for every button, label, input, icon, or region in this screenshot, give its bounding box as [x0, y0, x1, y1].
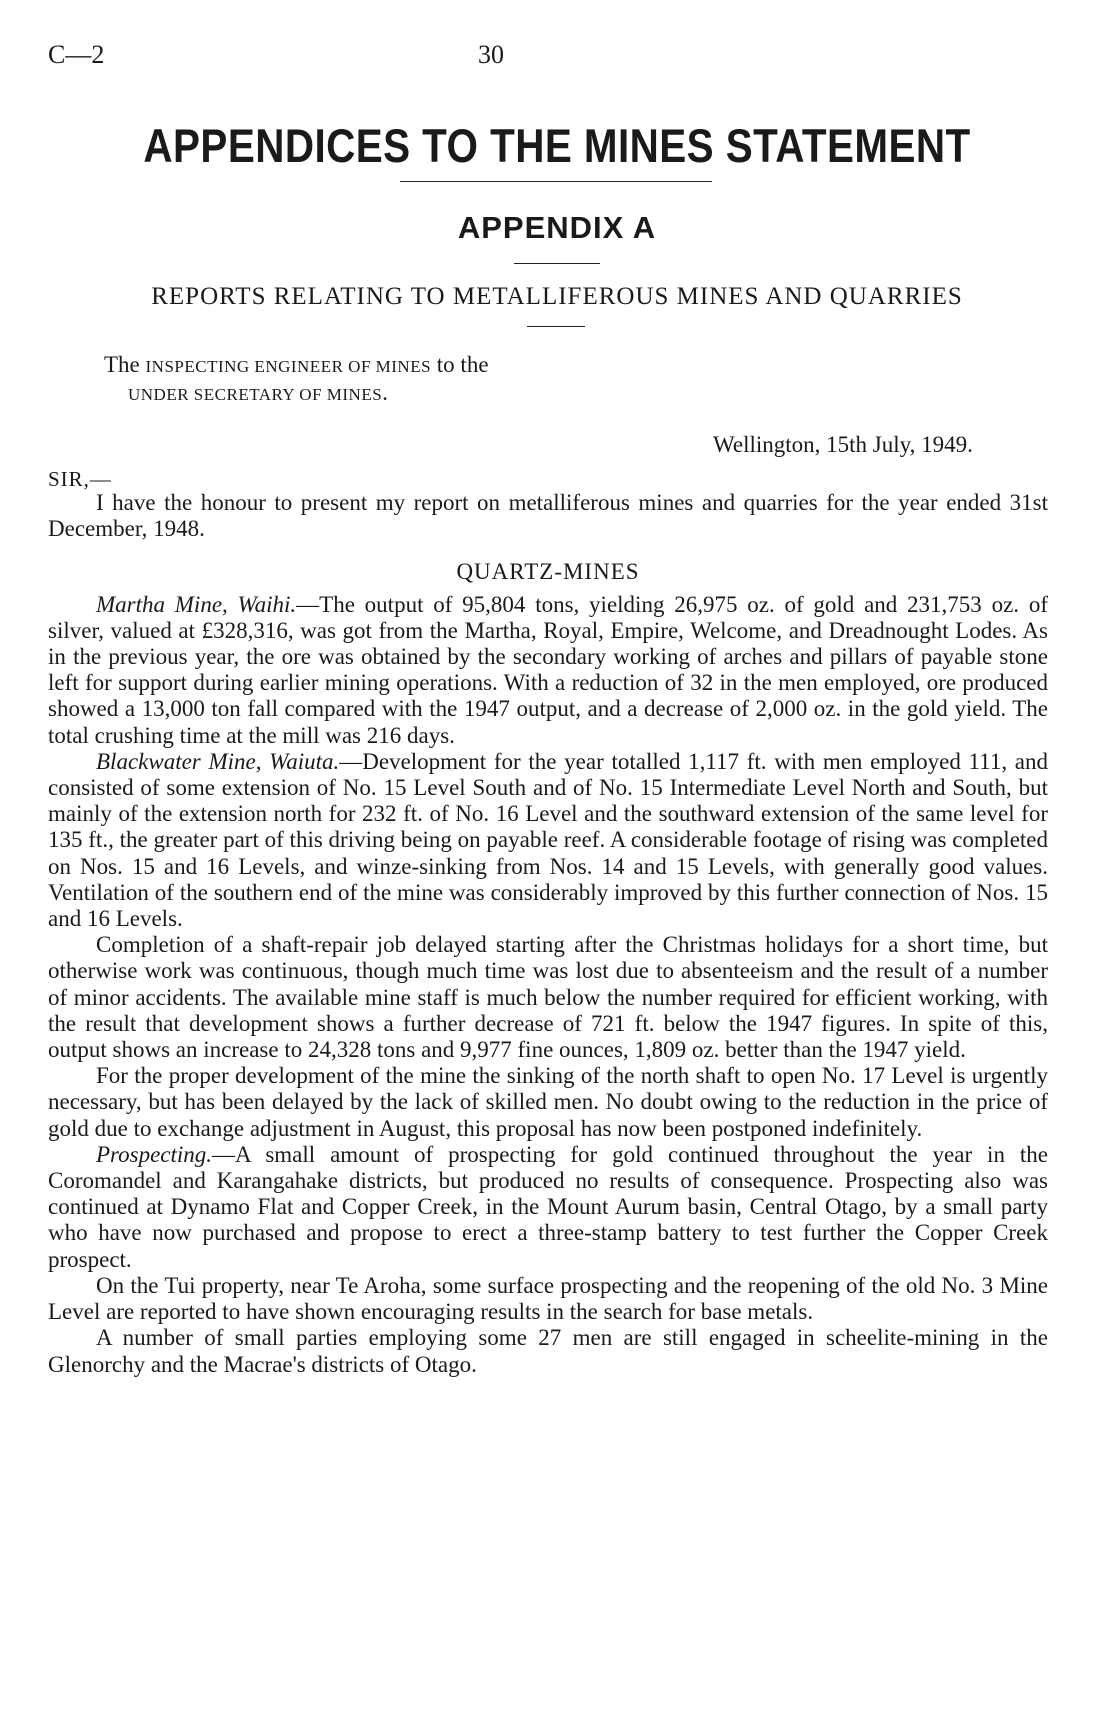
reports-heading: REPORTS RELATING TO METALLIFEROUS MINES AND QUARRIES	[151, 283, 963, 310]
letter-date: Wellington, 15th July, 1949.	[713, 432, 973, 457]
blackwater-paragraph	[48, 749, 1048, 932]
section-heading: QUARTZ-MINES	[456, 559, 640, 585]
martha-heading: Martha Mine, Waihi.	[96, 591, 297, 617]
martha-text: —The output of 95,804 tons, yielding 26,975 oz. of gold and 231,753 oz. of silver, valued at £328,316, was got from the Martha, Royal, Empire, Welcome, and Dreadnought Lodes. As in the previous year, the ore was obtained by the secondary working of arches and pillars of payable stone left for support during earlier mining operations. With a reduction of 32 in the men employed, ore produced showed a 13,000 ton fall compared with the 1947 output, and a decrease of 2,000 oz. in the gold yield. The total crushing time at the mill was 216 days.	[48, 591, 1048, 748]
tui-paragraph: On the Tui property, near Te Aroha, some surface prospecting and the reopening of the old No. 3 Mine Level are reported to have shown encouraging results in the search for base metals.	[48, 1272, 1048, 1325]
salutation: SIR,—	[48, 467, 112, 491]
prospecting-heading: Prospecting.	[96, 1141, 213, 1167]
report-body	[48, 490, 1048, 1378]
intro-paragraph: I have the honour to present my report on metalliferous mines and quarries for the year ended 31st December, 1948.	[48, 490, 1048, 542]
document-code: C—2	[48, 40, 105, 69]
title-divider	[400, 181, 712, 182]
main-title: APPENDICES TO THE MINES STATEMENT	[143, 119, 971, 172]
address-line-2	[128, 380, 388, 406]
appendix-divider	[514, 263, 600, 264]
address-line-1	[104, 352, 489, 378]
blackwater-heading: Blackwater Mine, Waiuta.	[96, 748, 340, 774]
blackwater-text: —Development for the year totalled 1,117 ft. with men employed 111, and consisted of some extension of No. 15 Level South and of No. 15 Intermediate Level North and South, but mainly of the extension north for 232 ft. of No. 16 Level and the southward extension of the same level for 135 ft., the greater part of this driving being on payable reef. A considerable footage of rising was completed on Nos. 15 and 16 Levels, and winze-sinking from Nos. 14 and 15 Levels, with generally good values. Ventilation of the southern end of the mine was considerably improved by this further connection of Nos. 15 and 16 Levels.	[48, 748, 1048, 932]
completion-paragraph: Completion of a shaft-repair job delayed starting after the Christmas holidays for a short time, but otherwise work was continuous, though much time was lost due to absenteeism and the result of a number of minor accidents. The available mine staff is much below the number required for efficient working, with the result that development shows a further decrease of 721 ft. below the 1947 figures. In spite of this, output shows an increase to 24,328 tons and 9,977 fine ounces, 1,809 oz. better than the 1947 yield.	[48, 932, 1048, 1063]
scheelite-paragraph: A number of small parties employing some 27 men are still engaged in scheelite-mining in the Glenorchy and the Macrae's districts of Otago.	[48, 1325, 1048, 1377]
appendix-heading: APPENDIX A	[457, 210, 657, 245]
recipient-title: UNDER SECRETARY OF MINES	[128, 385, 383, 404]
reports-divider	[527, 326, 585, 327]
page-number: 30	[478, 40, 504, 69]
addressee-title: INSPECTING ENGINEER OF MINES	[145, 357, 432, 376]
prospecting-text: —A small amount of prospecting for gold continued throughout the year in the Coromandel and Karangahake districts, but produced no results of consequence. Prospecting also was continued at Dynamo Flat and Copper Creek, in the Mount Aurum basin, Central Otago, by a small party who have now purchased and propose to erect a three-stamp battery to test further the Copper Creek prospect.	[48, 1141, 1048, 1272]
prospecting-paragraph	[48, 1142, 1048, 1273]
address-connector: to the	[436, 352, 489, 377]
address-prefix: The	[104, 352, 140, 377]
martha-paragraph	[48, 592, 1048, 749]
address-end: .	[382, 380, 388, 405]
development-paragraph: For the proper development of the mine the sinking of the north shaft to open No. 17 Level is urgently necessary, but has been delayed by the lack of skilled men. No doubt owing to the reduction in the price of gold due to exchange adjustment in August, this proposal has now been postponed indefinitely.	[48, 1063, 1048, 1141]
